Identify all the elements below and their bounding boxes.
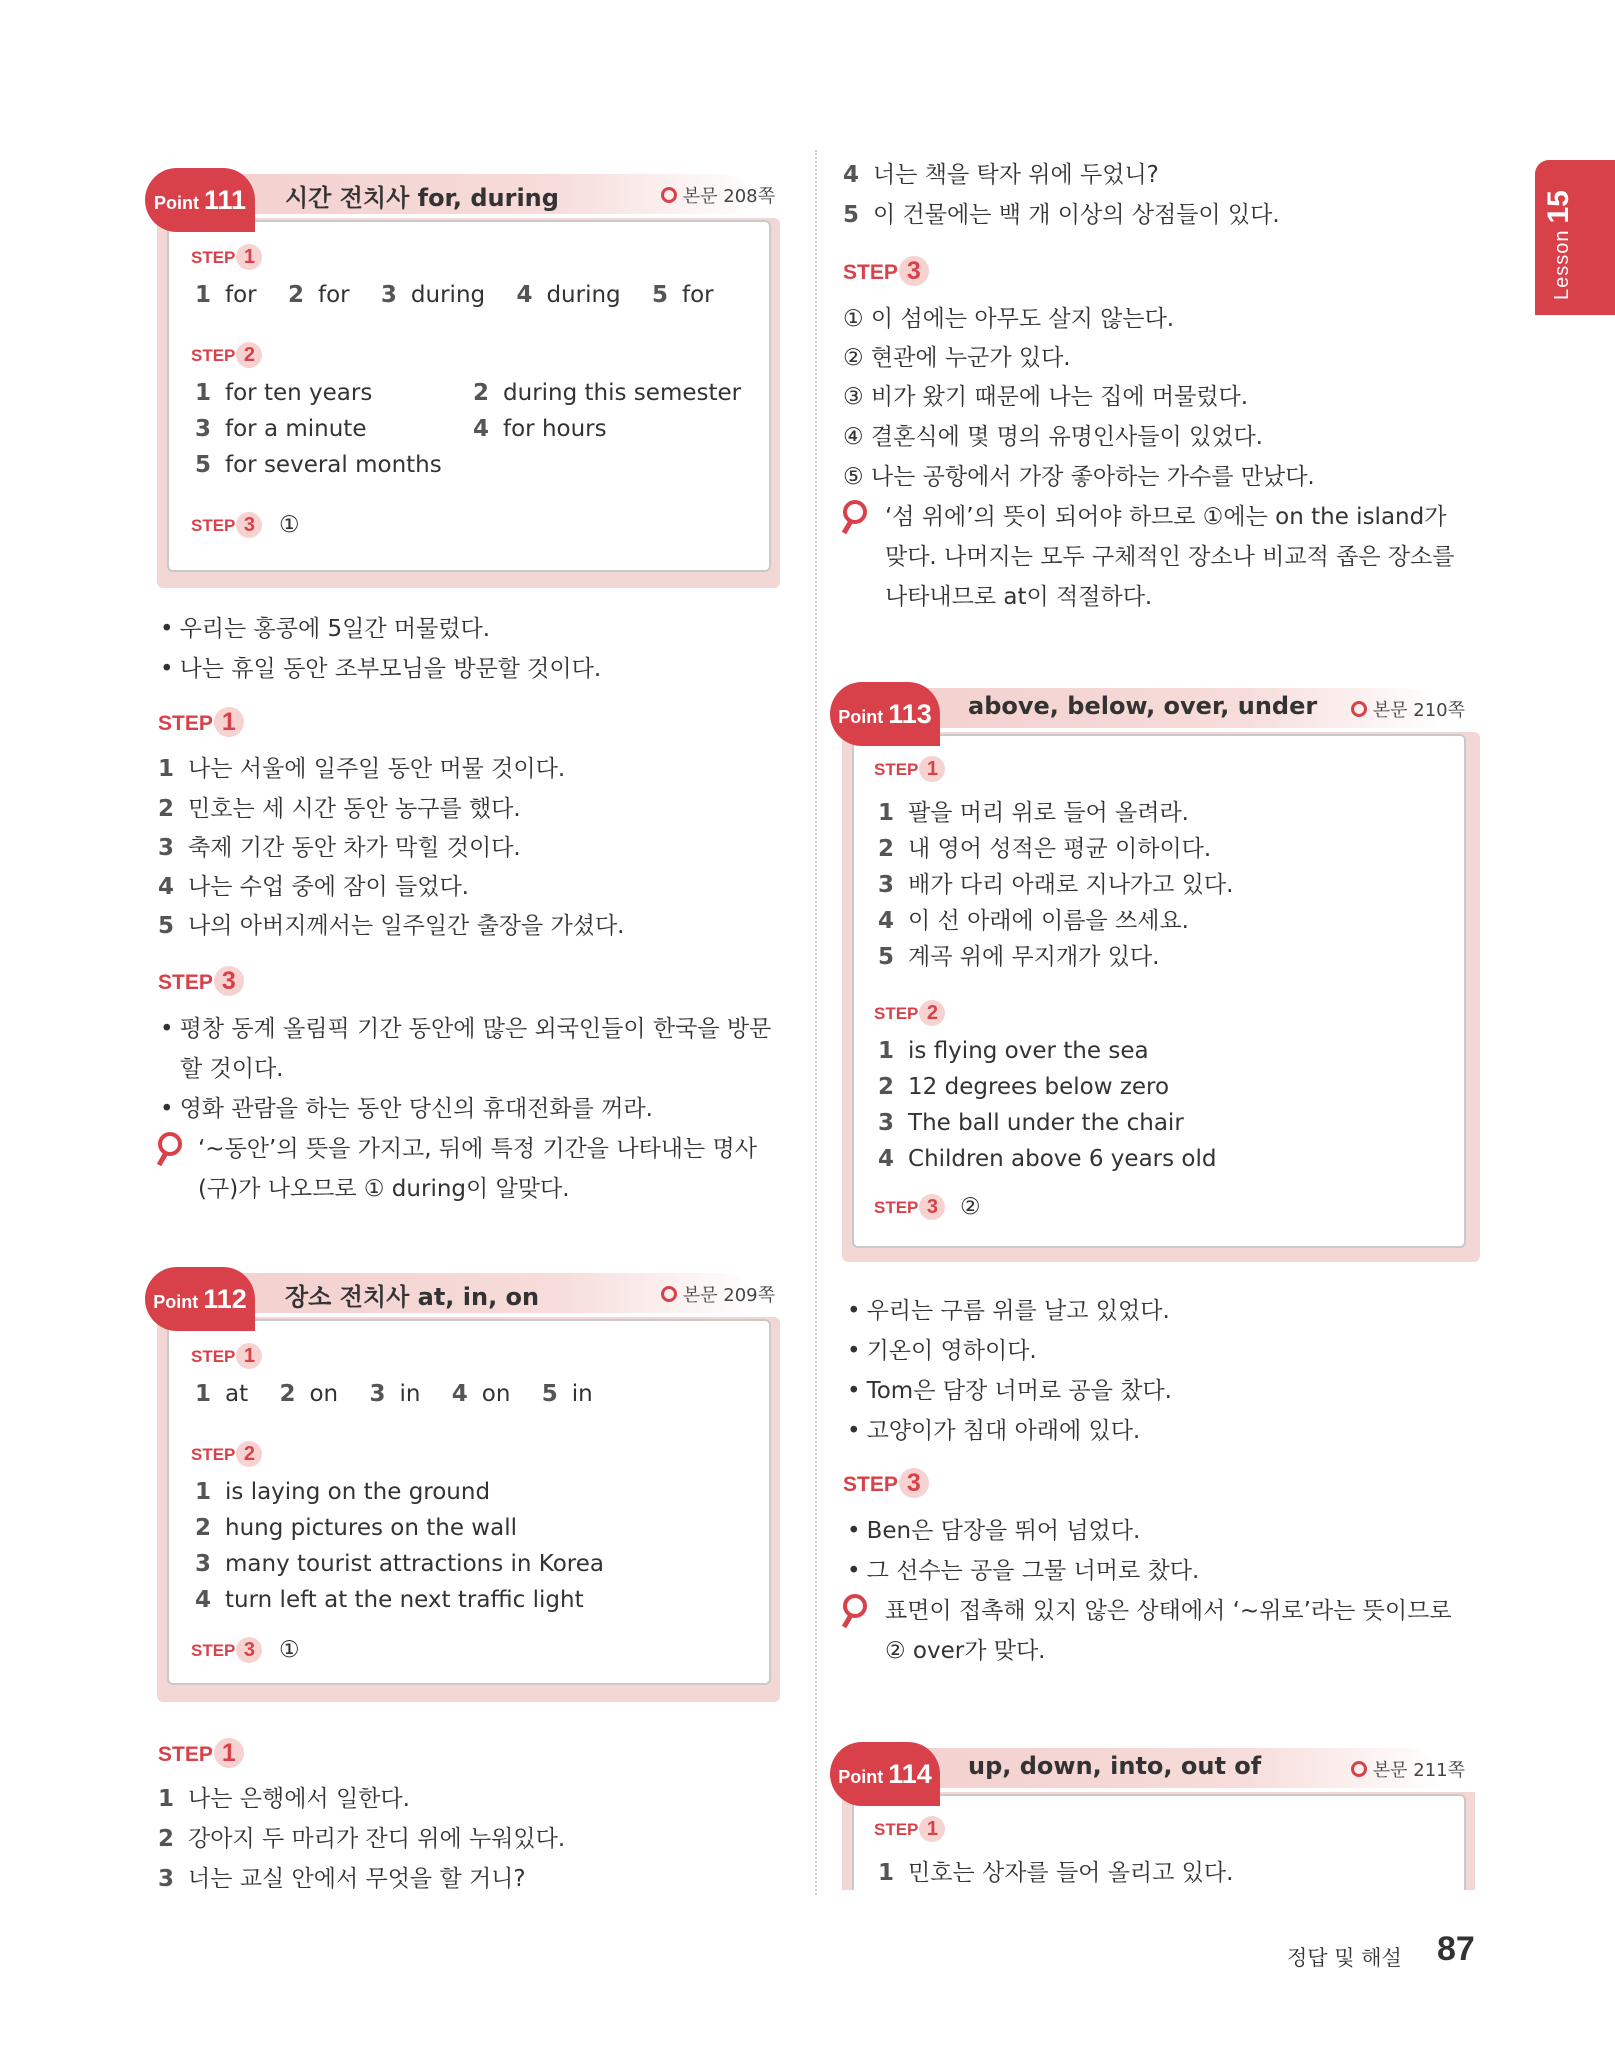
list-item: 5 계곡 위에 무지개가 있다. bbox=[878, 944, 1160, 970]
point-114-tab: Point 114 bbox=[830, 1742, 940, 1806]
list-item: 3 배가 다리 아래로 지나가고 있다. bbox=[878, 872, 1234, 898]
magnifier-icon bbox=[843, 1594, 869, 1628]
step-1-label: STEP 1 bbox=[158, 1738, 244, 1768]
list-item: 4 이 선 아래에 이름을 쓰세요. bbox=[878, 908, 1189, 934]
list-item: 5 이 건물에는 백 개 이상의 상점들이 있다. bbox=[843, 202, 1280, 228]
step-3-label: STEP 3 bbox=[158, 966, 244, 996]
list-item: 2 during this semester bbox=[473, 380, 742, 406]
bullet-item: • 평창 동계 올림픽 기간 동안에 많은 외국인들이 한국을 방문 bbox=[160, 1010, 771, 1043]
list-item: ⑤ 나는 공항에서 가장 좋아하는 가수를 만났다. bbox=[843, 464, 1315, 490]
bullet-item: • 고양이가 침대 아래에 있다. bbox=[847, 1412, 1140, 1445]
list-item: 1 팔을 머리 위로 들어 올려라. bbox=[878, 800, 1189, 826]
list-item: 3 for a minute bbox=[195, 416, 367, 442]
list-item: ② 현관에 누군가 있다. bbox=[843, 345, 1071, 371]
hint-text: ‘~동안’의 뜻을 가지고, 뒤에 특정 기간을 나타내는 명사 bbox=[198, 1136, 757, 1162]
ref-circle-icon bbox=[661, 1286, 677, 1302]
point-112-title: 장소 전치사 at, in, on bbox=[285, 1283, 540, 1311]
lesson-word: Lesson bbox=[1551, 229, 1573, 300]
list-item: 2 민호는 세 시간 동안 농구를 했다. bbox=[158, 796, 521, 822]
step-3-answer: ② bbox=[960, 1194, 981, 1220]
point-112-tab: Point 112 bbox=[145, 1267, 255, 1331]
list-item: 1 for ten years bbox=[195, 380, 373, 406]
step-1-answers: 1 at 2 on 3 in 4 on 5 in bbox=[195, 1381, 593, 1407]
column-divider bbox=[815, 150, 817, 1895]
list-item: ④ 결혼식에 몇 명의 유명인사들이 있었다. bbox=[843, 424, 1263, 450]
list-item: 5 나의 아버지께서는 일주일간 출장을 가셨다. bbox=[158, 913, 625, 939]
page-number: 87 bbox=[1437, 1930, 1475, 1968]
step-1-label: STEP 1 bbox=[191, 1343, 262, 1369]
step-2-label: STEP 2 bbox=[191, 342, 262, 368]
list-item: 2 12 degrees below zero bbox=[878, 1074, 1170, 1100]
hint-text: 표면이 접촉해 있지 않은 상태에서 ‘~위로’라는 뜻이므로 bbox=[885, 1598, 1452, 1624]
step-3-label: STEP 3 bbox=[191, 512, 262, 538]
list-item: 3 many tourist attractions in Korea bbox=[195, 1551, 604, 1577]
footer-label: 정답 및 해설 bbox=[1287, 1946, 1402, 1970]
hint-text: 나타내므로 at이 적절하다. bbox=[885, 584, 1153, 610]
step-2-label: STEP 2 bbox=[191, 1441, 262, 1467]
step-3-label: STEP 3 bbox=[843, 1468, 929, 1498]
bullet-item: • 나는 휴일 동안 조부모님을 방문할 것이다. bbox=[160, 650, 601, 683]
magnifier-icon bbox=[158, 1132, 184, 1166]
list-item: 1 나는 은행에서 일한다. bbox=[158, 1786, 410, 1812]
ref-circle-icon bbox=[1351, 1761, 1367, 1777]
step-2-label: STEP 2 bbox=[874, 1000, 945, 1026]
point-114-title: up, down, into, out of bbox=[968, 1752, 1262, 1780]
step-1-label: STEP 1 bbox=[191, 244, 262, 270]
bullet-continuation: 할 것이다. bbox=[180, 1056, 284, 1082]
list-item: 1 is laying on the ground bbox=[195, 1479, 491, 1505]
bullet-item: • 영화 관람을 하는 동안 당신의 휴대전화를 꺼라. bbox=[160, 1090, 653, 1123]
point-113-tab: Point 113 bbox=[830, 682, 940, 746]
ref-circle-icon bbox=[1351, 701, 1367, 717]
list-item: 2 내 영어 성적은 평균 이하이다. bbox=[878, 836, 1212, 862]
list-item: 1 나는 서울에 일주일 동안 머물 것이다. bbox=[158, 756, 566, 782]
list-item: 3 너는 교실 안에서 무엇을 할 거니? bbox=[158, 1866, 526, 1892]
bullet-item: • 기온이 영하이다. bbox=[847, 1332, 1037, 1365]
magnifier-icon bbox=[843, 500, 869, 534]
list-item: 4 Children above 6 years old bbox=[878, 1146, 1217, 1172]
point-114-ref: 본문 211쪽 bbox=[1351, 1756, 1465, 1782]
lesson-label bbox=[1542, 190, 1576, 300]
list-item: 3 축제 기간 동안 차가 막힐 것이다. bbox=[158, 835, 521, 861]
step-3-label: STEP 3 bbox=[843, 256, 929, 286]
step-3-label: STEP 3 bbox=[191, 1637, 262, 1663]
bullet-item: • Ben은 담장을 뛰어 넘었다. bbox=[847, 1512, 1140, 1545]
lesson-number: 15 bbox=[1542, 190, 1575, 224]
hint-text: (구)가 나오므로 ① during이 알맞다. bbox=[198, 1176, 570, 1202]
hint-text: ② over가 맞다. bbox=[885, 1638, 1046, 1664]
step-3-answer: ① bbox=[279, 512, 300, 538]
list-item: 2 hung pictures on the wall bbox=[195, 1515, 517, 1541]
list-item: 1 is flying over the sea bbox=[878, 1038, 1149, 1064]
list-item: ③ 비가 왔기 때문에 나는 집에 머물렀다. bbox=[843, 384, 1249, 410]
step-1-answers: 1 for 2 for 3 during 4 during 5 for bbox=[195, 282, 714, 308]
step-3-label: STEP 3 bbox=[874, 1194, 945, 1220]
point-112 bbox=[145, 1267, 775, 1702]
step-1-label: STEP 1 bbox=[874, 756, 945, 782]
point-111-title: 시간 전치사 for, during bbox=[285, 184, 559, 212]
list-item: 4 for hours bbox=[473, 416, 607, 442]
list-item: 4 너는 책을 탁자 위에 두었니? bbox=[843, 162, 1159, 188]
point-113-title: above, below, over, under bbox=[968, 692, 1318, 720]
bullet-item: • 우리는 홍콩에 5일간 머물렀다. bbox=[160, 610, 490, 643]
bullet-item: • 우리는 구름 위를 날고 있었다. bbox=[847, 1292, 1170, 1325]
ref-circle-icon bbox=[661, 187, 677, 203]
list-item: 3 The ball under the chair bbox=[878, 1110, 1184, 1136]
point-111-tab: Point 111 bbox=[145, 168, 255, 232]
point-111-ref: 본문 208쪽 bbox=[661, 182, 775, 208]
point-113-ref: 본문 210쪽 bbox=[1351, 696, 1465, 722]
step-1-label: STEP 1 bbox=[158, 707, 244, 737]
point-113 bbox=[830, 682, 1475, 1262]
list-item: 2 강아지 두 마리가 잔디 위에 누워있다. bbox=[158, 1826, 566, 1852]
bullet-item: • 그 선수는 공을 그물 너머로 찼다. bbox=[847, 1552, 1199, 1585]
bullet-item: • Tom은 담장 너머로 공을 찼다. bbox=[847, 1372, 1172, 1405]
point-112-ref: 본문 209쪽 bbox=[661, 1281, 775, 1307]
list-item: 5 for several months bbox=[195, 452, 442, 478]
step-1-label: STEP 1 bbox=[874, 1816, 945, 1842]
point-114 bbox=[830, 1742, 1475, 1890]
point-111 bbox=[145, 168, 775, 588]
list-item: 4 나는 수업 중에 잠이 들었다. bbox=[158, 874, 469, 900]
list-item: 4 turn left at the next traffic light bbox=[195, 1587, 584, 1613]
list-item: 1 민호는 상자를 들어 올리고 있다. bbox=[878, 1860, 1234, 1886]
hint-text: 맞다. 나머지는 모두 구체적인 장소나 비교적 좁은 장소를 bbox=[885, 544, 1455, 570]
step-3-answer: ① bbox=[279, 1637, 300, 1663]
hint-text: ‘섬 위에’의 뜻이 되어야 하므로 ①에는 on the island가 bbox=[885, 504, 1447, 530]
list-item: ① 이 섬에는 아무도 살지 않는다. bbox=[843, 306, 1175, 332]
